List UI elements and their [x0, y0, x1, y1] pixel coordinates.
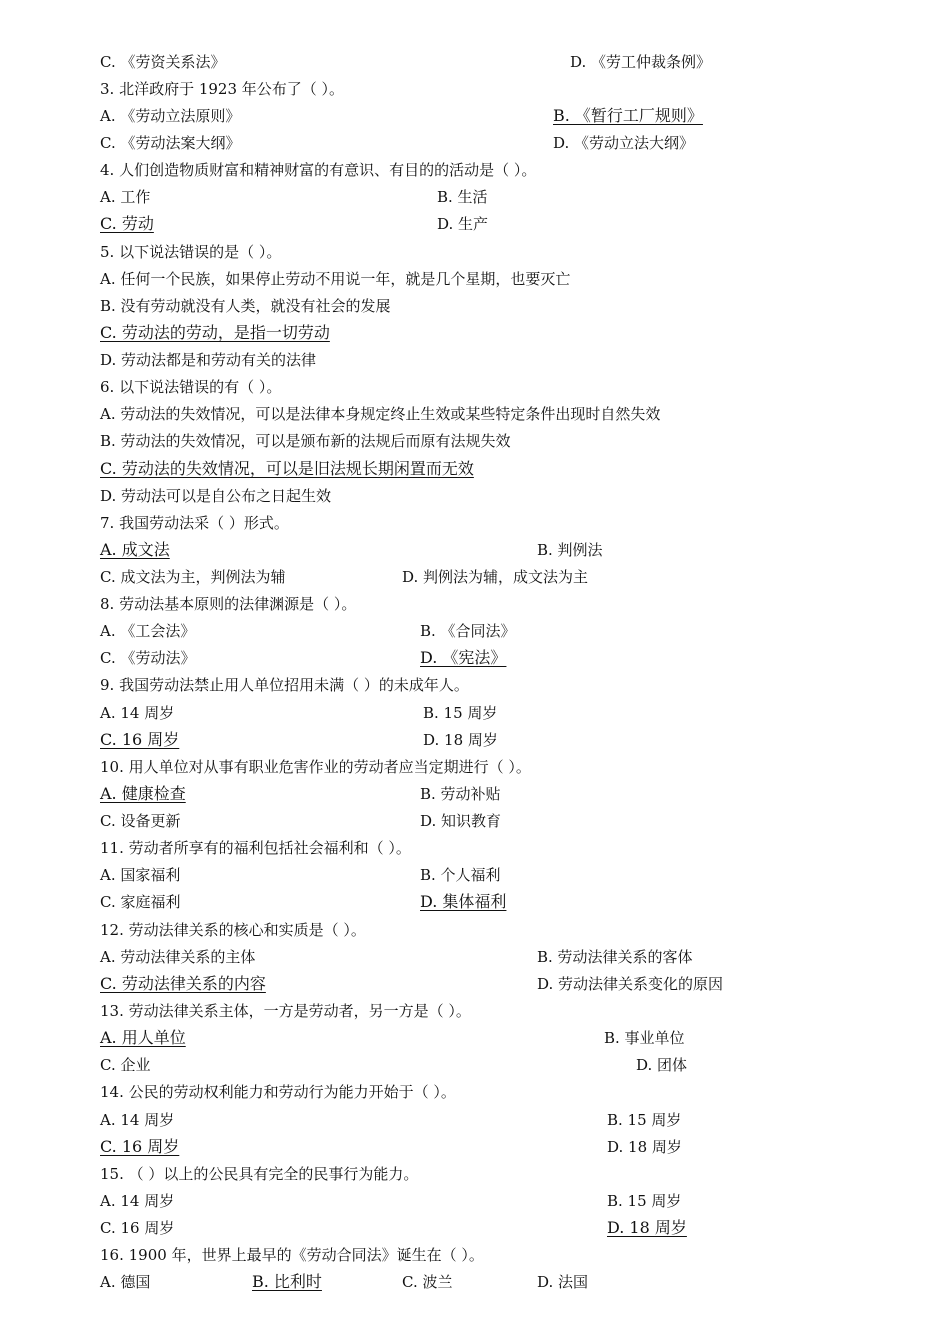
- text-line: [0, 646, 950, 670]
- question-text: 14. 公民的劳动权利能力和劳动行为能力开始于（ ）。: [100, 1083, 456, 1101]
- text-line: [0, 484, 950, 508]
- answer-option: D. 《宪法》: [420, 648, 507, 667]
- text-line: [0, 1216, 950, 1240]
- answer-option: C. 16 周岁: [100, 1137, 180, 1156]
- option-text: A. 《劳动立法原则》: [100, 107, 241, 125]
- text-line: [0, 619, 950, 643]
- text-line: [0, 890, 950, 914]
- option-text: A. 劳动法律关系的主体: [100, 948, 256, 966]
- text-line: [0, 1080, 950, 1104]
- option-text: B. 15 周岁: [607, 1192, 682, 1210]
- option-text: D. 知识教育: [420, 812, 502, 830]
- text-line: [0, 972, 950, 996]
- text-line: [0, 348, 950, 372]
- text-line: [0, 511, 950, 535]
- option-text: D. 团体: [636, 1056, 688, 1074]
- option-text: C. 《劳动法》: [100, 649, 196, 667]
- text-line: [0, 185, 950, 209]
- text-line: [0, 267, 950, 291]
- option-text: D. 18 周岁: [423, 731, 498, 749]
- answer-option: C. 16 周岁: [100, 730, 180, 749]
- question-text: 9. 我国劳动法禁止用人单位招用未满（ ）的未成年人。: [100, 676, 469, 694]
- answer-option: C. 劳动法的失效情况，可以是旧法规长期闲置而无效: [100, 459, 474, 478]
- text-line: [0, 538, 950, 562]
- option-text: A. 14 周岁: [100, 704, 175, 722]
- question-text: B. 劳动法的失效情况，可以是颁布新的法规后而原有法规失效: [100, 432, 511, 450]
- text-line: [0, 1108, 950, 1132]
- option-text: C. 《劳资关系法》: [100, 53, 226, 71]
- text-line: [0, 809, 950, 833]
- option-text: A. 14 周岁: [100, 1192, 175, 1210]
- text-line: [0, 782, 950, 806]
- text-line: [0, 701, 950, 725]
- text-line: [0, 945, 950, 969]
- text-line: [0, 158, 950, 182]
- text-line: [0, 592, 950, 616]
- option-text: C. 16 周岁: [100, 1219, 175, 1237]
- text-line: [0, 321, 950, 345]
- option-text: A. 德国: [100, 1273, 151, 1291]
- text-line: [0, 50, 950, 74]
- option-text: A. 14 周岁: [100, 1111, 175, 1129]
- option-text: A. 国家福利: [100, 866, 181, 884]
- answer-option: A. 健康检查: [100, 784, 186, 803]
- option-text: A. 工作: [100, 188, 151, 206]
- text-line: [0, 863, 950, 887]
- question-text: D. 劳动法可以是自公布之日起生效: [100, 487, 332, 505]
- answer-option: C. 劳动法的劳动，是指一切劳动: [100, 323, 330, 342]
- option-text: C. 企业: [100, 1056, 151, 1074]
- option-text: B. 生活: [437, 188, 488, 206]
- answer-option: B. 《暂行工厂规则》: [553, 106, 703, 125]
- option-text: B. 劳动补贴: [420, 785, 501, 803]
- text-line: [0, 1053, 950, 1077]
- option-text: D. 劳动法律关系变化的原因: [537, 975, 724, 993]
- answer-option: D. 18 周岁: [607, 1218, 687, 1237]
- text-line: [0, 457, 950, 481]
- option-text: D. 法国: [537, 1273, 589, 1291]
- text-line: [0, 1243, 950, 1267]
- option-text: B. 劳动法律关系的客体: [537, 948, 693, 966]
- answer-option: D. 集体福利: [420, 892, 507, 911]
- option-text: A. 《工会法》: [100, 622, 196, 640]
- option-text: D. 《劳动立法大纲》: [553, 134, 695, 152]
- option-text: C. 波兰: [402, 1273, 453, 1291]
- text-line: [0, 429, 950, 453]
- answer-option: B. 比利时: [252, 1272, 322, 1291]
- question-text: A. 劳动法的失效情况，可以是法律本身规定终止生效或某些特定条件出现时自然失效: [100, 405, 661, 423]
- text-line: [0, 240, 950, 264]
- question-text: D. 劳动法都是和劳动有关的法律: [100, 351, 317, 369]
- text-line: [0, 1270, 950, 1294]
- option-text: C. 设备更新: [100, 812, 181, 830]
- answer-option: C. 劳动法律关系的内容: [100, 974, 266, 993]
- option-text: B. 个人福利: [420, 866, 501, 884]
- text-line: [0, 728, 950, 752]
- text-line: [0, 375, 950, 399]
- answer-option: A. 用人单位: [100, 1028, 186, 1047]
- text-line: [0, 565, 950, 589]
- text-line: [0, 673, 950, 697]
- text-line: [0, 918, 950, 942]
- answer-option: C. 劳动: [100, 214, 154, 233]
- text-line: [0, 402, 950, 426]
- question-text: 3. 北洋政府于 1923 年公布了（ ）。: [100, 80, 345, 98]
- option-text: C. 家庭福利: [100, 893, 181, 911]
- question-text: 16. 1900 年，世界上最早的《劳动合同法》诞生在（ ）。: [100, 1246, 484, 1264]
- question-text: 4. 人们创造物质财富和精神财富的有意识、有目的的活动是（ ）。: [100, 161, 537, 179]
- question-text: 11. 劳动者所享有的福利包括社会福利和（ ）。: [100, 839, 411, 857]
- text-line: [0, 294, 950, 318]
- option-text: B. 15 周岁: [423, 704, 498, 722]
- option-text: D. 《劳工仲裁条例》: [570, 53, 712, 71]
- question-text: 7. 我国劳动法采（ ）形式。: [100, 514, 289, 532]
- option-text: B. 事业单位: [604, 1029, 685, 1047]
- text-line: [0, 755, 950, 779]
- text-line: [0, 1189, 950, 1213]
- option-text: D. 生产: [437, 215, 489, 233]
- text-line: [0, 999, 950, 1023]
- option-text: D. 判例法为辅，成文法为主: [402, 568, 589, 586]
- answer-option: A. 成文法: [100, 540, 170, 559]
- option-text: B. 判例法: [537, 541, 603, 559]
- text-line: [0, 1135, 950, 1159]
- question-text: B. 没有劳动就没有人类，就没有社会的发展: [100, 297, 391, 315]
- text-line: [0, 104, 950, 128]
- text-line: [0, 836, 950, 860]
- option-text: C. 成文法为主，判例法为辅: [100, 568, 286, 586]
- option-text: B. 《合同法》: [420, 622, 516, 640]
- question-text: 15. （ ）以上的公民具有完全的民事行为能力。: [100, 1165, 419, 1183]
- option-text: B. 15 周岁: [607, 1111, 682, 1129]
- question-text: A. 任何一个民族，如果停止劳动不用说一年，就是几个星期，也要灭亡: [100, 270, 571, 288]
- text-line: [0, 131, 950, 155]
- text-line: [0, 212, 950, 236]
- question-text: 13. 劳动法律关系主体，一方是劳动者，另一方是（ ）。: [100, 1002, 471, 1020]
- option-text: C. 《劳动法案大纲》: [100, 134, 241, 152]
- question-text: 10. 用人单位对从事有职业危害作业的劳动者应当定期进行（ ）。: [100, 758, 531, 776]
- question-text: 8. 劳动法基本原则的法律渊源是（ ）。: [100, 595, 357, 613]
- question-text: 6. 以下说法错误的有（ ）。: [100, 378, 282, 396]
- text-line: [0, 1162, 950, 1186]
- option-text: D. 18 周岁: [607, 1138, 682, 1156]
- question-text: 5. 以下说法错误的是（ ）。: [100, 243, 282, 261]
- text-line: [0, 77, 950, 101]
- question-text: 12. 劳动法律关系的核心和实质是（ ）。: [100, 921, 366, 939]
- text-line: [0, 1026, 950, 1050]
